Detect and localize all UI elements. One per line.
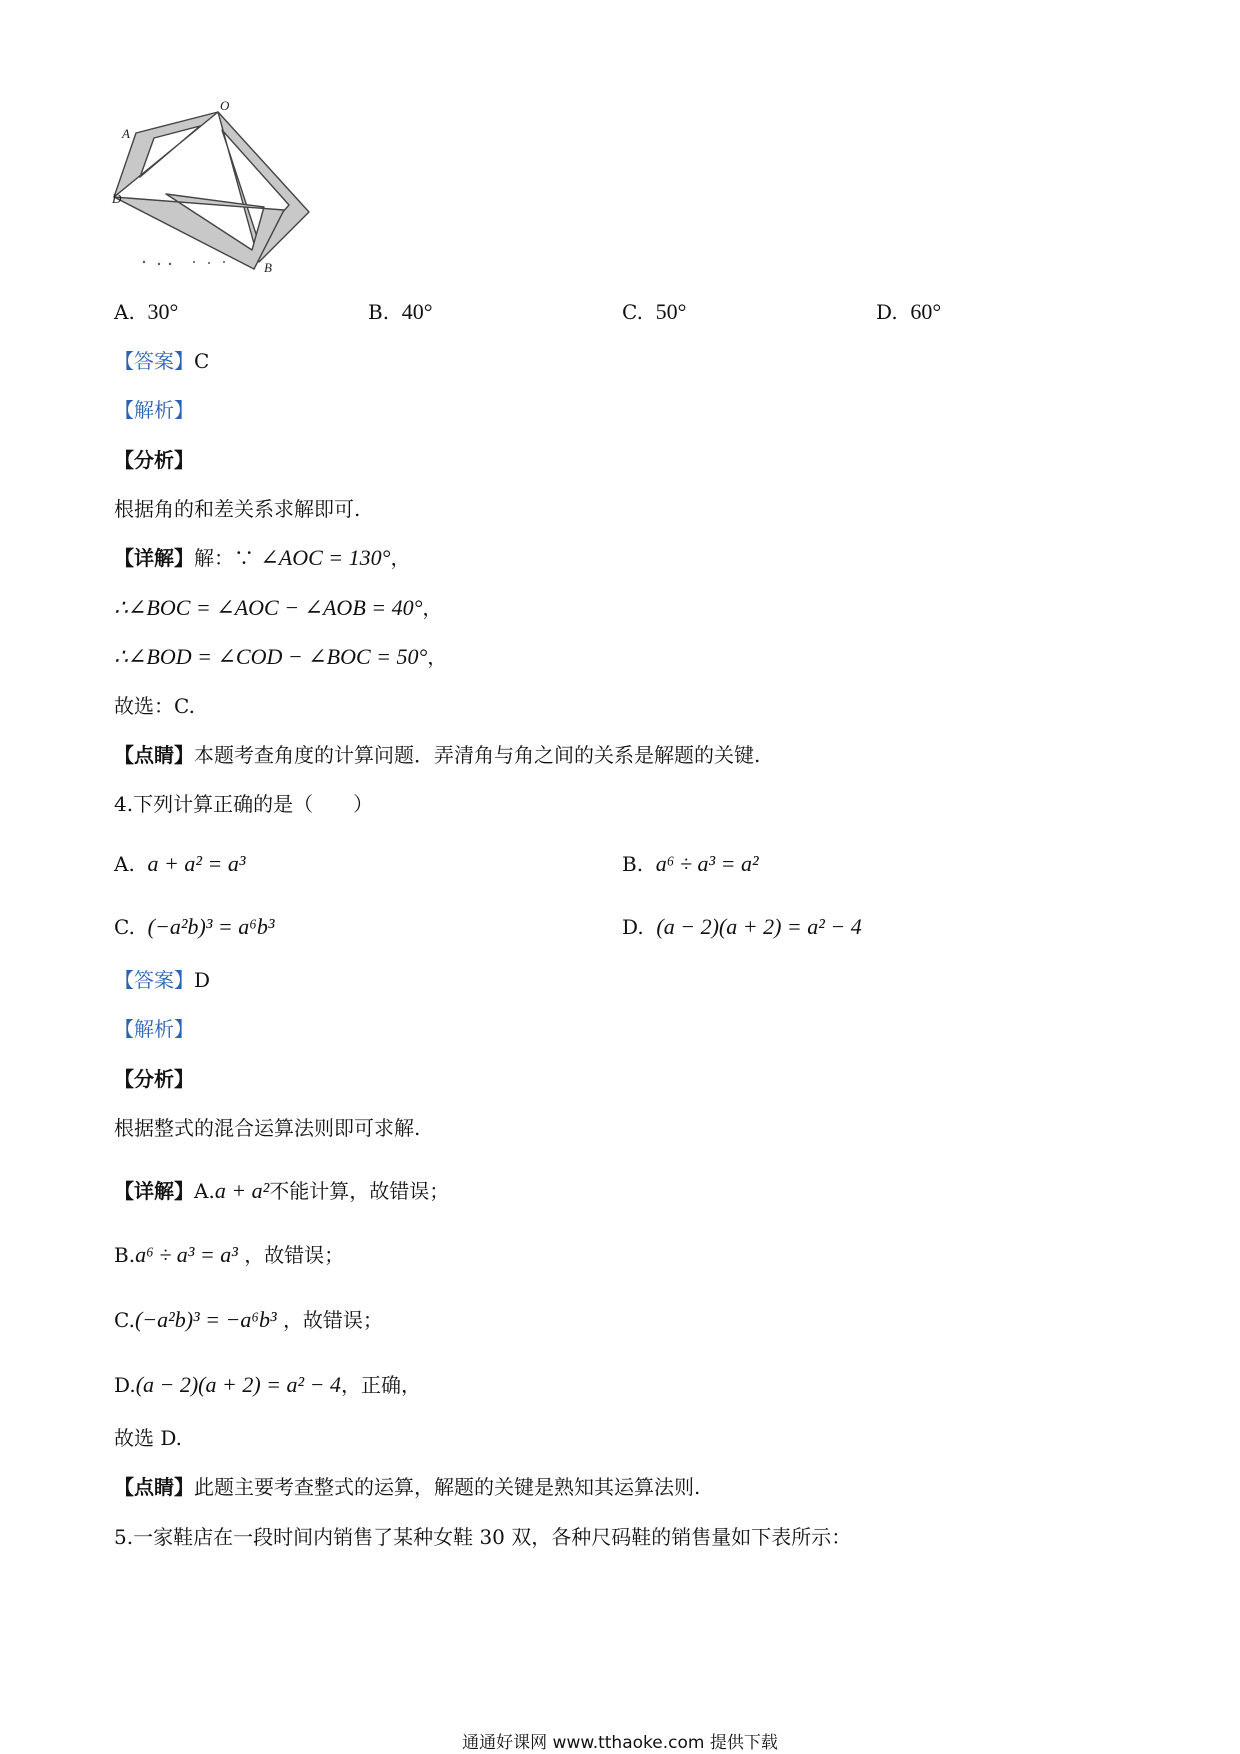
q3-fenxi-text: 根据角的和差关系求解即可. xyxy=(114,497,361,521)
q4-detail-b: B.a⁶ ÷ a³ = a³ ，故错误； xyxy=(114,1242,345,1267)
point-label-d: D xyxy=(112,191,122,206)
q4-fenxi-label: 【分析】 xyxy=(114,1067,194,1091)
q3-option-c: C. 50° xyxy=(622,299,687,324)
point-label-b: B xyxy=(264,260,272,275)
q3-answer: 【答案】C xyxy=(114,349,210,373)
q3-detail-line-3: ∴∠BOD = ∠COD − ∠BOC = 50°， xyxy=(114,644,448,669)
q4-detail-d: D.(a − 2)(a + 2) = a² − 4，正确， xyxy=(114,1372,421,1397)
q3-fenxi-label: 【分析】 xyxy=(114,448,194,472)
q3-option-d: D. 60° xyxy=(876,299,942,324)
q3-option-a: A. 30° xyxy=(114,299,179,324)
set-square-3 xyxy=(114,194,284,269)
q3-detail-line-1: 【详解】解：∵ ∠AOC = 130°， xyxy=(114,545,411,570)
q3-choose: 故选：C. xyxy=(114,694,195,718)
set-square-1 xyxy=(114,112,218,197)
point-label-o: O xyxy=(220,98,230,113)
q3-point: 【点睛】本题考查角度的计算问题．弄清角与角之间的关系是解题的关键. xyxy=(114,743,761,767)
q4-detail-c: C.(−a²b)³ = −a⁶b³ ，故错误； xyxy=(114,1307,383,1332)
q4-stem: 4.下列计算正确的是（ ） xyxy=(114,792,374,816)
q4-choose: 故选 D. xyxy=(114,1426,183,1450)
q3-jiexi-label: 【解析】 xyxy=(114,398,194,422)
q4-fenxi-text: 根据整式的混合运算法则即可求解. xyxy=(114,1116,421,1140)
point-label-a: A xyxy=(122,126,130,141)
q4-option-d: D. (a − 2)(a + 2) = a² − 4 xyxy=(622,914,862,939)
q4-option-c: C. (−a²b)³ = a⁶b³ xyxy=(114,914,275,939)
triangle-rulers-figure xyxy=(112,98,314,275)
page-footer: 通通好课网 www.tthaoke.com 提供下载 xyxy=(462,1733,778,1753)
q3-option-b: B. 40° xyxy=(368,299,433,324)
q5-stem: 5.一家鞋店在一段时间内销售了某种女鞋 30 双，各种尺码鞋的销售量如下表所示： xyxy=(114,1525,852,1549)
q4-detail-a: 【详解】A.a + a²不能计算，故错误； xyxy=(114,1178,450,1203)
q3-detail-line-2: ∴∠BOC = ∠AOC − ∠AOB = 40°， xyxy=(114,595,443,620)
q4-option-b: B. a⁶ ÷ a³ = a² xyxy=(622,851,759,876)
q4-answer: 【答案】D xyxy=(114,968,211,992)
q4-jiexi-label: 【解析】 xyxy=(114,1017,194,1041)
q4-point: 【点睛】此题主要考查整式的运算，解题的关键是熟知其运算法则. xyxy=(114,1475,701,1499)
q4-option-a: A. a + a² = a³ xyxy=(114,851,246,876)
